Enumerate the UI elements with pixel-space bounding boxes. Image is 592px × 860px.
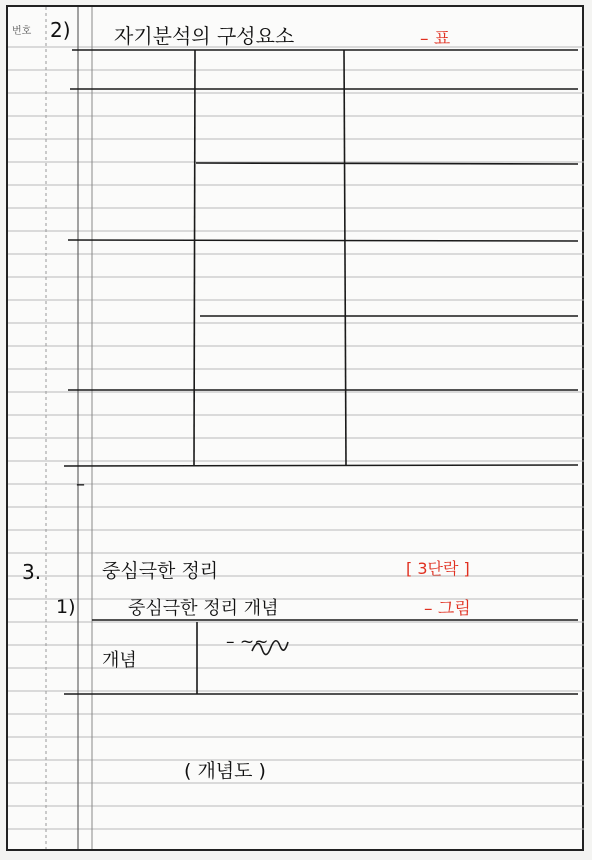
sub-item-number: 1) xyxy=(56,596,76,618)
section-3-number: 3. xyxy=(22,560,42,584)
section-3-title: 중심극한 정리 xyxy=(102,560,219,582)
table-annotation: – 표 xyxy=(420,29,451,49)
concept-diagram-note: ( 개념도 ) xyxy=(184,760,266,782)
figure-annotation: – 그림 xyxy=(424,599,471,619)
dash-note: – xyxy=(76,474,85,495)
margin-lines xyxy=(46,7,92,849)
concept-row-value: – ~~ xyxy=(226,632,269,652)
bracket-note: [ 3단락 ] xyxy=(406,559,470,578)
section-2-title: 자기분석의 구성요소 xyxy=(114,24,295,48)
sub-title: 중심극한 정리 개념 xyxy=(128,598,279,619)
concept-row-label: 개념 xyxy=(102,650,137,671)
hand-drawn-table xyxy=(64,50,578,466)
number-label: 번호 xyxy=(12,26,32,37)
item-number-2: 2) xyxy=(50,18,71,42)
concept-table xyxy=(64,620,578,694)
